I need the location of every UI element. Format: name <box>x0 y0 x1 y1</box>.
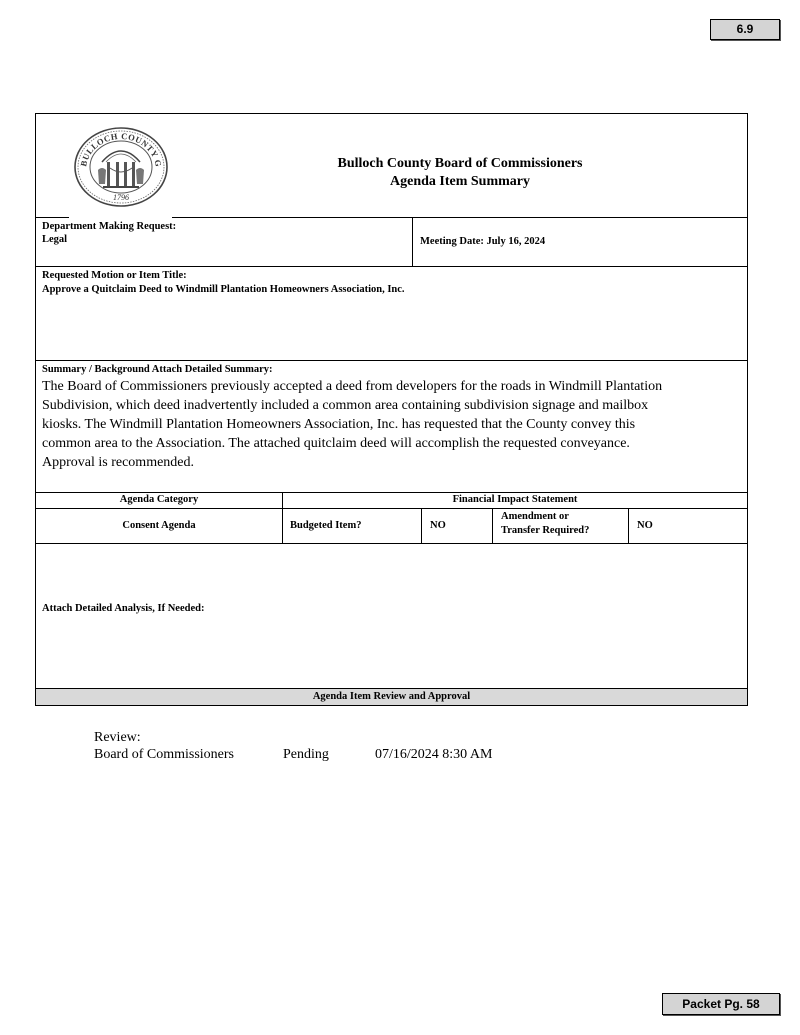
review-approval-header: Agenda Item Review and Approval <box>36 689 747 705</box>
packet-page-badge: Packet Pg. 58 <box>662 993 780 1015</box>
meeting-date: Meeting Date: July 16, 2024 <box>420 236 546 247</box>
seal-year: 1796 <box>113 193 129 202</box>
amendment-label-line2: Transfer Required? <box>501 525 590 536</box>
motion-value: Approve a Quitclaim Deed to Windmill Plantation Homeowners Association, Inc. <box>42 284 405 295</box>
review-status: Pending <box>283 747 329 762</box>
department-label: Department Making Request: <box>42 221 177 232</box>
column-divider <box>421 508 422 543</box>
amendment-value: NO <box>637 520 653 531</box>
review-heading: Review: <box>94 730 141 745</box>
row-divider <box>35 543 748 544</box>
summary-label: Summary / Background Attach Detailed Summary: <box>42 364 273 375</box>
row-divider <box>35 508 748 509</box>
summary-line: kiosks. The Windmill Plantation Homeowners Association, Inc. has requested that the County convey this <box>42 417 636 432</box>
header-divider-left <box>35 217 69 218</box>
amendment-label-line1: Amendment or <box>501 511 569 522</box>
summary-line: Subdivision, which deed inadvertently included a common area containing subdivision signage and mailbox <box>42 398 649 413</box>
amendment-label <box>501 511 589 537</box>
seal-ring-text: BULLOCH COUNTY G <box>78 130 164 168</box>
item-number-badge: 6.9 <box>710 19 780 40</box>
review-reviewer: Board of Commissioners <box>94 747 234 762</box>
column-divider <box>492 508 493 543</box>
analysis-label: Attach Detailed Analysis, If Needed: <box>42 603 205 614</box>
form-subtitle: Agenda Item Summary <box>390 174 530 189</box>
summary-line: common area to the Association. The attached quitclaim deed will accomplish the requested conveyance. <box>42 436 630 451</box>
department-value: Legal <box>42 234 68 245</box>
column-divider <box>628 508 629 543</box>
review-datetime: 07/16/2024 8:30 AM <box>375 747 493 762</box>
county-seal-icon <box>72 126 170 208</box>
financial-impact-header: Financial Impact Statement <box>452 494 578 505</box>
row-divider <box>35 266 748 267</box>
board-name: Bulloch County Board of Commissioners <box>337 156 583 171</box>
row-divider <box>35 360 748 361</box>
summary-line: The Board of Commissioners previously accepted a deed from developers for the roads in Windmill Plantation <box>42 379 663 394</box>
form-title <box>250 155 670 191</box>
summary-text <box>42 377 747 472</box>
agenda-category-value: Consent Agenda <box>122 520 196 531</box>
budgeted-item-value: NO <box>430 520 446 531</box>
summary-line: Approval is recommended. <box>42 455 195 470</box>
budgeted-item-label: Budgeted Item? <box>290 520 362 531</box>
department-date-divider <box>412 217 413 266</box>
motion-label: Requested Motion or Item Title: <box>42 270 187 281</box>
agenda-category-header: Agenda Category <box>119 494 199 505</box>
header-divider-right <box>172 217 748 218</box>
row-divider <box>35 492 748 493</box>
